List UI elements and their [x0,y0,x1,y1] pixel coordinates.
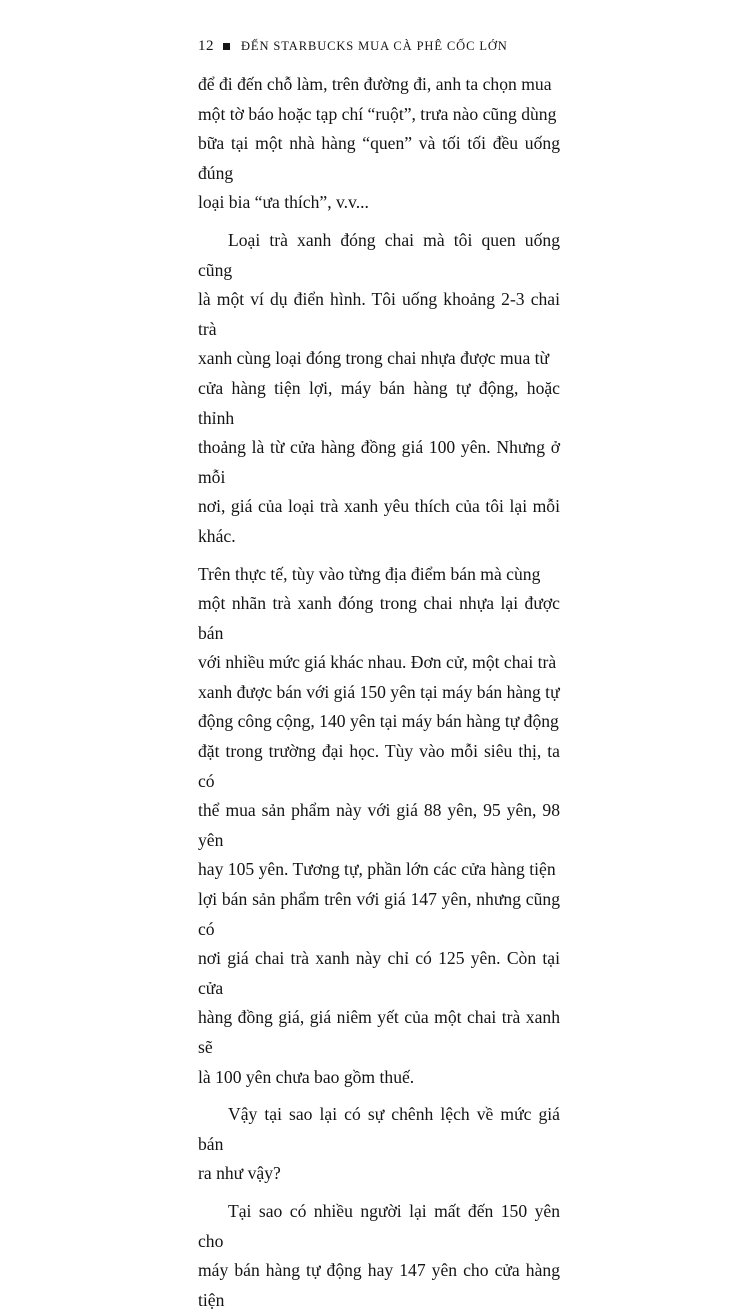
paragraph-3: Trên thực tế, tùy vào từng địa điểm bán mà cùng một nhãn trà xanh đóng trong chai nhựa lại được bán với nhiều mức giá khác nhau. Đơn cử, một chai trà xanh được bán với giá 150 yên tại máy bán hàng tự động công cộng, 140 yên tại máy bán hàng tự động đặt trong trường đại học. Tùy vào mỗi siêu thị, ta có thể mua sản phẩm này với giá 88 yên, 95 yên, 98 yên hay 105 yên. Tương tự, phần lớn các cửa hàng tiện lợi bán sản phẩm trên với giá 147 yên, nhưng cũng có nơi giá chai trà xanh này chỉ có 125 yên. Còn tại cửa hàng đồng giá, giá niêm yết của một chai trà xanh sẽ là 100 yên chưa bao gồm thuế. [198,563,560,1087]
body-text [198,70,560,1315]
running-title: ĐẾN STARBUCKS MUA CÀ PHÊ CỐC LỚN [241,39,508,53]
paragraph-4: Vậy tại sao lại có sự chênh lệch về mức giá bán ra như vậy? [198,1104,560,1184]
page-number: 12 [198,38,214,54]
paragraph-2: Loại trà xanh đóng chai mà tôi quen uống cũng là một ví dụ điển hình. Tôi uống khoảng 2-3 chai trà xanh cùng loại đóng trong chai nhựa được mua từ cửa hàng tiện lợi, máy bán hàng tự động, hoặc thỉnh thoảng là từ cửa hàng đồng giá 100 yên. Nhưng ở mỗi nơi, giá của loại trà xanh yêu thích của tôi lại mỗi khác. [198,229,560,546]
square-bullet-icon [223,43,230,50]
paragraph-5: Tại sao có nhiều người lại mất đến 150 yên cho máy bán hàng tự động hay 147 yên cho cửa hàng tiện [198,1200,560,1310]
paragraph-1: để đi đến chỗ làm, trên đường đi, anh ta chọn mua một tờ báo hoặc tạp chí “ruột”, trưa nào cũng dùng bữa tại một nhà hàng “quen” và tối tối đều uống đúng loại bia “ưa thích”, v.v... [198,74,560,213]
page-header [198,38,508,55]
